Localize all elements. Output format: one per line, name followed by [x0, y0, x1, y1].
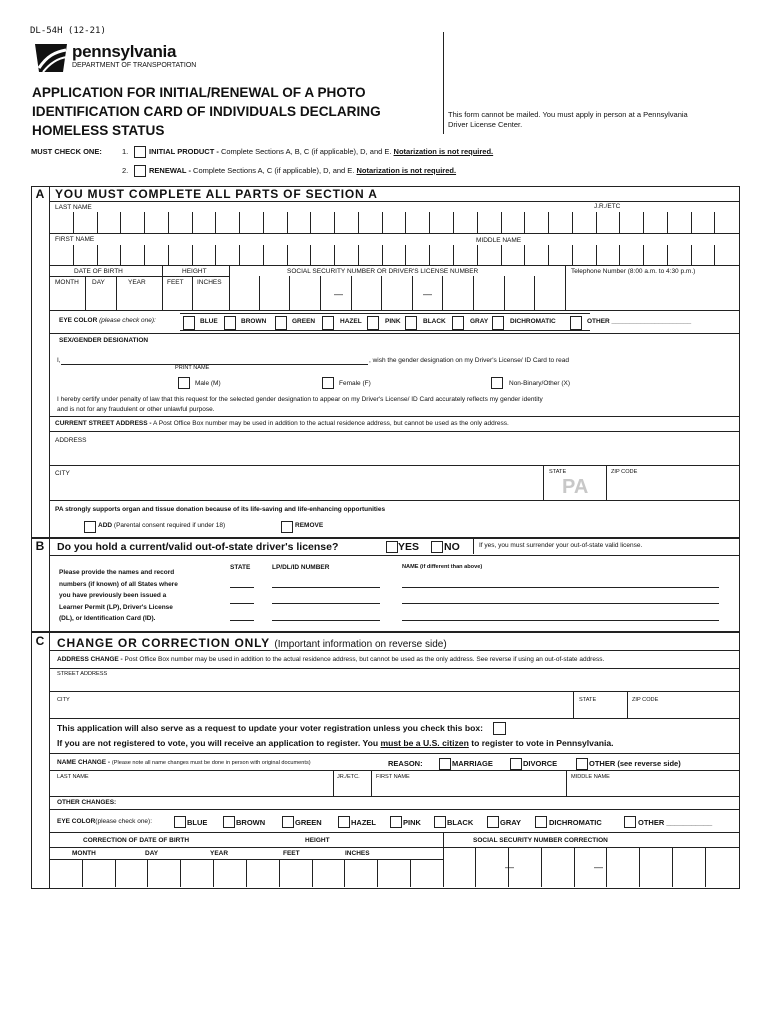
gender-male-checkbox[interactable] — [178, 377, 190, 389]
eye-other-checkbox[interactable] — [570, 316, 582, 330]
reason-divorce-label: DIVORCE — [523, 759, 558, 768]
license-yes-checkbox[interactable] — [386, 541, 398, 553]
street-address-label: STREET ADDRESS — [57, 671, 108, 677]
reason-marriage-label: MARRIAGE — [452, 759, 493, 768]
voter-text-2: If you are not registered to vote, you will receive an application to register. You must be a U.S. citizen to register to vote in Pennsylvania. — [57, 738, 614, 748]
ssn-dash-1: — — [334, 289, 343, 299]
keystone-logo-icon — [33, 42, 69, 74]
initial-product-checkbox[interactable] — [134, 146, 146, 158]
initial-product-label: INITIAL PRODUCT - Complete Sections A, B, C (if applicable), D, and E. Notarization is not required. — [149, 147, 494, 156]
current-street-address-label: CURRENT STREET ADDRESS - A Post Office Box number may be used in addition to the actual residence address, but cannot be used as the only address. — [55, 420, 509, 427]
change-eye-dichromatic-label: DICHROMATIC — [549, 818, 602, 827]
change-eye-black-label: BLACK — [447, 818, 474, 827]
eye-green-checkbox[interactable] — [275, 316, 287, 330]
gender-x-checkbox[interactable] — [491, 377, 503, 389]
eye-black-checkbox[interactable] — [405, 316, 417, 330]
voter-text-1: This application will also serve as a request to update your voter registration unless you check this box: — [57, 723, 483, 733]
address-input[interactable] — [50, 446, 738, 465]
reason-divorce-checkbox[interactable] — [510, 758, 522, 770]
certify-line-1: I hereby certify under penalty of law that this request for the selected gender designation to appear on my Driver's License/ ID Card accurately reflects my gender identity — [57, 396, 543, 403]
dob-label: DATE OF BIRTH — [74, 268, 123, 275]
change-eye-dichromatic-checkbox[interactable] — [535, 816, 547, 828]
ssn-dash-2: — — [423, 289, 432, 299]
inches-label: INCHES — [197, 279, 222, 286]
change-eye-pink-label: PINK — [403, 818, 421, 827]
change-eye-pink-checkbox[interactable] — [390, 816, 402, 828]
section-b-question: Do you hold a current/valid out-of-state driver's license? — [57, 541, 339, 553]
address-label: ADDRESS — [55, 437, 87, 444]
ssn-label: SOCIAL SECURITY NUMBER OR DRIVER'S LICENSE NUMBER — [287, 268, 479, 275]
eye-green-label: GREEN — [292, 318, 316, 325]
month-label: MONTH — [55, 279, 79, 286]
sex-line-end: , wish the gender designation on my Driver's License/ ID Card to read — [369, 357, 569, 364]
change-eye-brown-label: BROWN — [236, 818, 266, 827]
ssn-boxes[interactable] — [229, 276, 565, 310]
city-input[interactable] — [50, 478, 542, 499]
eye-gray-checkbox[interactable] — [452, 316, 464, 330]
change-day-label: DAY — [145, 850, 159, 857]
last-name-boxes[interactable] — [50, 212, 738, 233]
change-middle-name-label: MIDDLE NAME — [571, 774, 610, 780]
option-1-number: 1. — [122, 147, 129, 156]
sex-line-start: I, — [57, 357, 61, 364]
section-b-note: If yes, you must surrender your out-of-state valid license. — [479, 542, 643, 549]
change-eye-blue-checkbox[interactable] — [174, 816, 186, 828]
organ-donation-text: PA strongly supports organ and tissue donation because of its life-saving and life-enhancing opportunities — [55, 506, 386, 513]
address-change-label: ADDRESS CHANGE - Post Office Box number may be used in addition to the actual residence address, but cannot be used as the only address. See reverse if using an out-of-state address. — [57, 656, 605, 663]
eye-blue-label: BLUE — [200, 318, 218, 325]
first-name-label: FIRST NAME — [55, 236, 95, 243]
change-month-label: MONTH — [72, 850, 96, 857]
phone-label: Telephone Number (8:00 a.m. to 4:30 p.m.) — [571, 268, 696, 275]
eye-brown-checkbox[interactable] — [224, 316, 236, 330]
change-feet-label: FEET — [283, 850, 300, 857]
col-name-label: NAME (if different than above) — [402, 564, 483, 570]
option-2-number: 2. — [122, 166, 129, 175]
eye-dichromatic-checkbox[interactable] — [492, 316, 504, 330]
reason-marriage-checkbox[interactable] — [439, 758, 451, 770]
feet-label: FEET — [167, 279, 184, 286]
form-title: APPLICATION FOR INITIAL/RENEWAL OF A PHOTO IDENTIFICATION CARD OF INDIVIDUALS DECLARING HOMELESS STATUS — [32, 85, 381, 138]
ssn-correction-boxes[interactable] — [443, 847, 738, 887]
zip-input[interactable] — [607, 477, 738, 499]
height-correction-label: HEIGHT — [305, 837, 330, 844]
section-b-prompt: Please provide the names and record numbers (if known) of all States where you have previously been issued a Learner Permit (LP), Driver's License (DL), or Identification Card (ID). — [59, 569, 178, 622]
renewal-checkbox[interactable] — [134, 165, 146, 177]
change-city-label: CITY — [57, 697, 70, 703]
print-name-input[interactable] — [62, 354, 368, 364]
jr-label: J.R./ETC — [594, 203, 621, 210]
change-eye-hazel-label: HAZEL — [351, 818, 376, 827]
eye-blue-checkbox[interactable] — [183, 316, 195, 330]
license-yes-label: YES — [398, 541, 420, 553]
change-last-name-label: LAST NAME — [57, 774, 89, 780]
eye-hazel-checkbox[interactable] — [322, 316, 334, 330]
change-year-label: YEAR — [210, 850, 229, 857]
sex-gender-title: SEX/GENDER DESIGNATION — [59, 337, 149, 344]
change-ssn-dash-2: — — [594, 862, 603, 872]
change-eye-other-label: OTHER ___________ — [638, 818, 713, 827]
eye-color-label: EYE COLOR (please check one): — [59, 317, 156, 324]
middle-name-label: MIDDLE NAME — [476, 237, 522, 244]
renewal-label: RENEWAL - Complete Sections A, C (if applicable), D, and E. Notarization is not required. — [149, 166, 457, 175]
reason-other-label: OTHER (see reverse side) — [589, 759, 681, 768]
col-number-label: LP/DL/ID NUMBER — [272, 564, 330, 571]
day-label: DAY — [92, 279, 105, 286]
gender-male-label: Male (M) — [195, 380, 221, 387]
change-eye-blue-label: BLUE — [187, 818, 208, 827]
reason-label: REASON: — [388, 759, 423, 768]
section-a-title: YOU MUST COMPLETE ALL PARTS OF SECTION A — [55, 187, 378, 201]
change-jr-label: JR./ETC. — [337, 774, 360, 780]
section-b-letter: B — [35, 539, 45, 553]
change-zip-label: ZIP CODE — [632, 697, 659, 703]
voter-optout-checkbox[interactable] — [493, 722, 506, 735]
section-c-letter: C — [35, 634, 45, 648]
last-name-label: LAST NAME — [55, 204, 92, 211]
change-eye-green-label: GREEN — [295, 818, 322, 827]
change-eye-hazel-checkbox[interactable] — [338, 816, 350, 828]
state-label: STATE — [549, 469, 567, 475]
license-no-checkbox[interactable] — [431, 541, 443, 553]
year-label: YEAR — [128, 279, 146, 286]
must-check-label: MUST CHECK ONE: — [31, 147, 102, 156]
change-name-input[interactable] — [50, 782, 738, 795]
print-name-caption: PRINT NAME — [175, 365, 210, 371]
ssn-correction-label: SOCIAL SECURITY NUMBER CORRECTION — [473, 837, 608, 844]
eye-brown-label: BROWN — [241, 318, 267, 325]
notice: This form cannot be mailed. You must apply in person at a Pennsylvania Driver License Center. — [448, 110, 688, 129]
change-eye-black-checkbox[interactable] — [434, 816, 446, 828]
license-no-label: NO — [444, 541, 460, 553]
change-eye-green-checkbox[interactable] — [282, 816, 294, 828]
col-state-label: STATE — [230, 564, 251, 571]
eye-dichromatic-label: DICHROMATIC — [510, 318, 556, 325]
change-eye-other-checkbox[interactable] — [624, 816, 636, 828]
change-state-label: STATE — [579, 697, 597, 703]
change-eye-color-label: EYE COLOR(please check one): — [57, 818, 153, 825]
height-label: HEIGHT — [182, 268, 207, 275]
organ-remove-checkbox[interactable] — [281, 521, 293, 533]
eye-black-label: BLACK — [423, 318, 446, 325]
organ-add-label: ADD (Parental consent required if under 18) — [98, 522, 226, 529]
gender-female-checkbox[interactable] — [322, 377, 334, 389]
change-eye-brown-checkbox[interactable] — [223, 816, 235, 828]
reason-other-checkbox[interactable] — [576, 758, 588, 770]
eye-gray-label: GRAY — [470, 318, 489, 325]
section-a-letter: A — [35, 187, 45, 201]
form-id: DL-54H (12-21) — [30, 26, 106, 36]
section-c-title: CHANGE OR CORRECTION ONLY (Important information on reverse side) — [57, 636, 447, 650]
eye-other-label: OTHER ______________________ — [587, 318, 692, 325]
eye-pink-label: PINK — [385, 318, 401, 325]
eye-pink-checkbox[interactable] — [367, 316, 379, 330]
change-eye-gray-checkbox[interactable] — [487, 816, 499, 828]
certify-line-2: and is not for any fraudulent or other unlawful purpose. — [57, 406, 215, 413]
dob-height-boxes[interactable] — [50, 859, 443, 887]
change-ssn-dash-1: — — [505, 862, 514, 872]
organ-remove-label: REMOVE — [295, 522, 324, 529]
other-changes-label: OTHER CHANGES: — [57, 799, 117, 806]
state-value: PA — [562, 476, 589, 498]
phone-input[interactable] — [566, 276, 738, 310]
eye-hazel-label: HAZEL — [340, 318, 362, 325]
change-inches-label: INCHES — [345, 850, 370, 857]
zip-label: ZIP CODE — [611, 469, 638, 475]
gender-x-label: Non-Binary/Other (X) — [509, 380, 571, 387]
gender-female-label: Female (F) — [339, 380, 371, 387]
name-change-label: NAME CHANGE - (Please note all name changes must be done in person with original documents) — [57, 759, 311, 766]
city-label: CITY — [55, 470, 70, 477]
organ-add-checkbox[interactable] — [84, 521, 96, 533]
brand-name: pennsylvania — [72, 42, 177, 61]
first-name-boxes[interactable] — [50, 245, 738, 265]
change-street-input[interactable] — [50, 679, 738, 691]
brand-dept: DEPARTMENT OF TRANSPORTATION — [72, 62, 197, 69]
change-first-name-label: FIRST NAME — [376, 774, 410, 780]
change-eye-gray-label: GRAY — [500, 818, 521, 827]
dob-correction-label: CORRECTION OF DATE OF BIRTH — [83, 837, 190, 844]
change-city-input[interactable] — [50, 705, 572, 718]
